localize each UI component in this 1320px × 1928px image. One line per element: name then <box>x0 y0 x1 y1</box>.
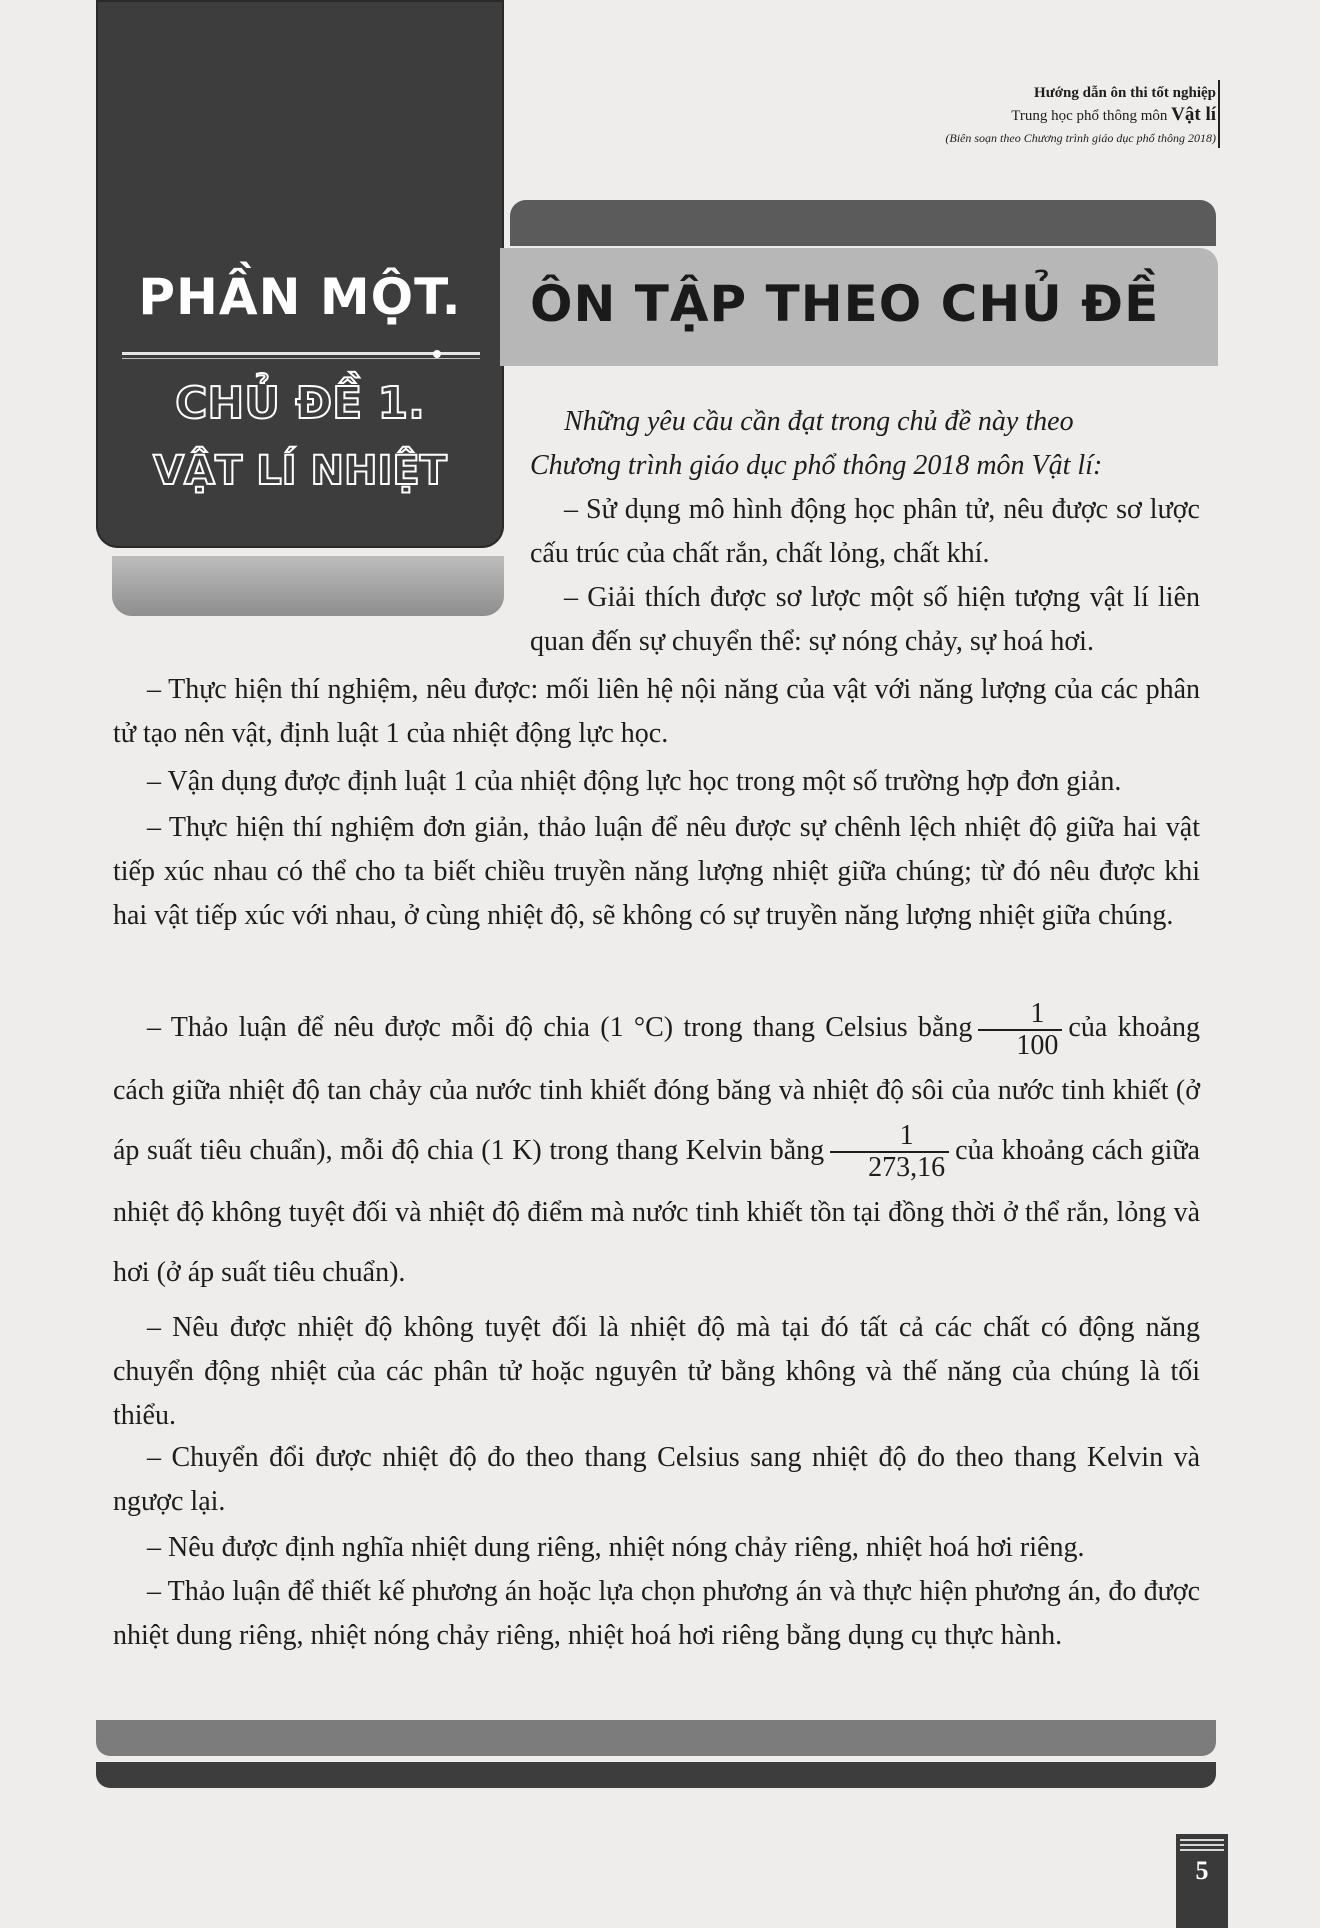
requirement-3 <box>113 668 1200 756</box>
topic-label: CHỦ ĐỀ 1. <box>175 378 425 429</box>
header-subject: Vật lí <box>1171 104 1216 125</box>
fraction-2-denominator: 273,16 <box>868 1152 946 1184</box>
bottom-bar-light <box>96 1720 1216 1756</box>
fraction-1-27316 <box>830 1121 949 1183</box>
page-number-stripes <box>1180 1836 1224 1854</box>
requirement-7-text: – Nêu được nhiệt độ không tuyệt đối là nhiệt độ mà tại đó tất cả các chất có động năng chuyển động nhiệt của các phân tử hoặc nguyên tử bằng không và thế năng của chúng là tối thiểu. <box>113 1312 1200 1431</box>
fraction-1-denominator: 100 <box>1016 1029 1059 1061</box>
header-rule <box>1218 80 1220 148</box>
fraction-2-numerator: 1 <box>830 1121 949 1153</box>
fraction-1-numerator: 1 <box>978 999 1062 1031</box>
section-title: ÔN TẬP THEO CHỦ ĐỀ <box>530 275 1160 333</box>
banner-top-strip <box>510 200 1216 246</box>
requirement-6-text <box>113 998 1200 1303</box>
intro-line-1: Những yêu cầu cần đạt trong chủ đề này theo <box>564 406 1074 437</box>
requirement-5 <box>113 806 1200 938</box>
requirement-8-text: – Chuyển đổi được nhiệt độ đo theo thang Celsius sang nhiệt độ đo theo thang Kelvin và ngược lại. <box>113 1442 1200 1517</box>
header-line-1: Hướng dẫn ôn thi tốt nghiệp <box>1034 85 1216 101</box>
topic-name: VẬT LÍ NHIỆT <box>153 448 447 494</box>
requirement-6-part-c: của khoảng cách giữa nhiệt độ không tuyệt đối và nhiệt độ điểm mà nước tinh khiết tồn tại đồng thời ở thể rắn, lỏng và hơi (ở áp suất tiêu chuẩn). <box>113 1134 1200 1289</box>
book-header <box>945 82 1216 149</box>
requirement-3-text: – Thực hiện thí nghiệm, nêu được: mối liên hệ nội năng của vật với năng lượng của các phân tử tạo nên vật, định luật 1 của nhiệt động lực học. <box>113 674 1200 749</box>
header-line-2 <box>945 104 1216 127</box>
requirement-9 <box>113 1526 1200 1570</box>
fraction-1-100 <box>978 999 1062 1061</box>
requirement-10-text: – Thảo luận để thiết kế phương án hoặc lựa chọn phương án và thực hiện phương án, đo được nhiệt dung riêng, nhiệt nóng chảy riêng, nhiệt hoá hơi riêng bằng dụng cụ thực hành. <box>113 1576 1200 1651</box>
requirement-6-part-a: – Thảo luận để nêu được mỗi độ chia (1 °C) trong thang Celsius bằng <box>147 1012 973 1043</box>
requirement-6-part-b: của khoảng cách giữa nhiệt độ tan chảy của nước tinh khiết đóng băng và nhiệt độ sôi của nước tinh khiết (ở áp suất tiêu chuẩn), mỗi độ chia (1 K) trong thang Kelvin bằng <box>113 1012 1200 1166</box>
part-divider <box>122 352 480 355</box>
part-divider-thin <box>122 358 480 359</box>
part-title: PHẦN MỘT. <box>138 268 462 326</box>
header-line-3: (Biên soạn theo Chương trình giáo dục phổ thông 2018) <box>945 131 1216 145</box>
requirement-6 <box>113 998 1200 1303</box>
page-number: 5 <box>1195 1856 1209 1885</box>
requirement-2 <box>530 576 1200 664</box>
panel-shadow <box>112 556 504 616</box>
requirement-1 <box>530 488 1200 576</box>
requirement-5-text: – Thực hiện thí nghiệm đơn giản, thảo luận để nêu được sự chênh lệch nhiệt độ giữa hai vật tiếp xúc nhau có thể cho ta biết chiều truyền năng lượng nhiệt giữa chúng; từ đó nêu được khi hai vật tiếp xúc với nhau, ở cùng nhiệt độ, sẽ không có sự truyền năng lượng nhiệt giữa chúng. <box>113 812 1200 931</box>
intro-line-2: Chương trình giáo dục phổ thông 2018 môn Vật lí: <box>530 450 1103 481</box>
requirement-9-text: – Nêu được định nghĩa nhiệt dung riêng, nhiệt nóng chảy riêng, nhiệt hoá hơi riêng. <box>147 1532 1085 1563</box>
requirement-8 <box>113 1436 1200 1524</box>
requirement-7 <box>113 1306 1200 1438</box>
bottom-bar-dark <box>96 1762 1216 1788</box>
requirement-1-text: – Sử dụng mô hình động học phân tử, nêu được sơ lược cấu trúc của chất rắn, chất lỏng, chất khí. <box>530 494 1200 569</box>
requirement-4 <box>113 760 1200 804</box>
intro-paragraph <box>530 400 1200 488</box>
requirement-4-text: – Vận dụng được định luật 1 của nhiệt động lực học trong một số trường hợp đơn giản. <box>147 766 1122 797</box>
part-divider-dot <box>433 350 441 358</box>
requirement-2-text: – Giải thích được sơ lược một số hiện tượng vật lí liên quan đến sự chuyển thể: sự nóng chảy, sự hoá hơi. <box>530 582 1200 657</box>
requirement-10 <box>113 1570 1200 1658</box>
header-line-2-prefix: Trung học phổ thông môn <box>1011 108 1172 124</box>
